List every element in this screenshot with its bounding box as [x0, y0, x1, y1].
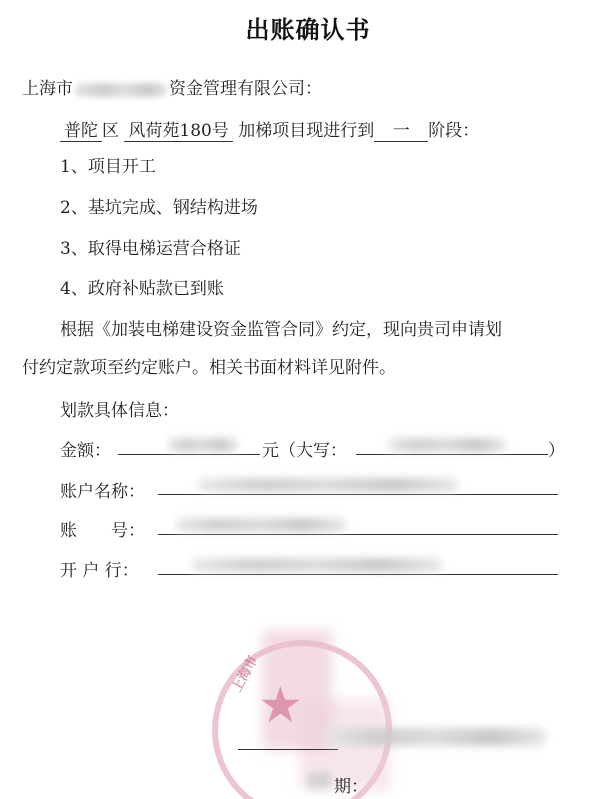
- signature-underline: [238, 749, 338, 750]
- redacted-amount: [168, 438, 238, 452]
- account-name-label: 账户名称：: [60, 482, 145, 502]
- district-value: 普陀: [60, 116, 102, 142]
- account-number-underline: [158, 534, 558, 535]
- address-value: 风荷苑180号: [124, 116, 232, 142]
- redacted-account-name: [198, 478, 458, 492]
- redacted-amount-words: [388, 438, 506, 452]
- addressee-suffix: 资金管理有限公司：: [169, 79, 322, 99]
- redacted-account-number: [176, 518, 346, 532]
- redacted-bank-name: [192, 558, 442, 572]
- payment-info-heading: 划款具体信息：: [60, 401, 179, 421]
- amount-words-underline: [356, 454, 548, 455]
- body-paragraph-line-1: 根据《加装电梯建设资金监管合同》约定，现向贵司申请划: [60, 320, 502, 340]
- account-number-label: 账 号：: [60, 521, 145, 541]
- stage-text: 加梯项目现进行到: [238, 121, 375, 141]
- date-label: 期：: [334, 777, 368, 797]
- bank-label: 开 户 行：: [60, 561, 139, 581]
- amount-underline: [118, 454, 260, 455]
- stage-item-1: 1、项目开工: [60, 157, 156, 177]
- addressee-prefix: 上海市: [22, 79, 73, 99]
- stage-item-2: 2、基坑完成、钢结构进场: [60, 198, 258, 218]
- redacted-signature: [326, 728, 546, 746]
- amount-close: ）: [548, 441, 565, 461]
- seal-text: 上海市: [229, 653, 262, 695]
- redacted-company-name: [75, 83, 167, 97]
- amount-label: 金额：: [60, 441, 111, 461]
- redacted-date-prefix: [306, 772, 332, 788]
- district-label: 区: [102, 121, 119, 141]
- document-title: 出账确认书: [245, 16, 371, 44]
- amount-unit: 元（大写：: [262, 441, 347, 461]
- bank-underline: [158, 574, 558, 575]
- seal-star-icon: ★: [258, 676, 303, 734]
- body-paragraph-line-2: 付约定款项至约定账户。相关书面材料详见附件。: [22, 358, 396, 378]
- stage-value: 一: [374, 116, 428, 142]
- stage-label: 阶段：: [428, 121, 480, 141]
- stage-item-4: 4、政府补贴款已到账: [60, 279, 224, 299]
- addressee-line: [22, 74, 322, 99]
- account-name-underline: [158, 494, 558, 495]
- stage-item-3: 3、取得电梯运营合格证: [60, 239, 241, 259]
- stage-line: [60, 116, 479, 142]
